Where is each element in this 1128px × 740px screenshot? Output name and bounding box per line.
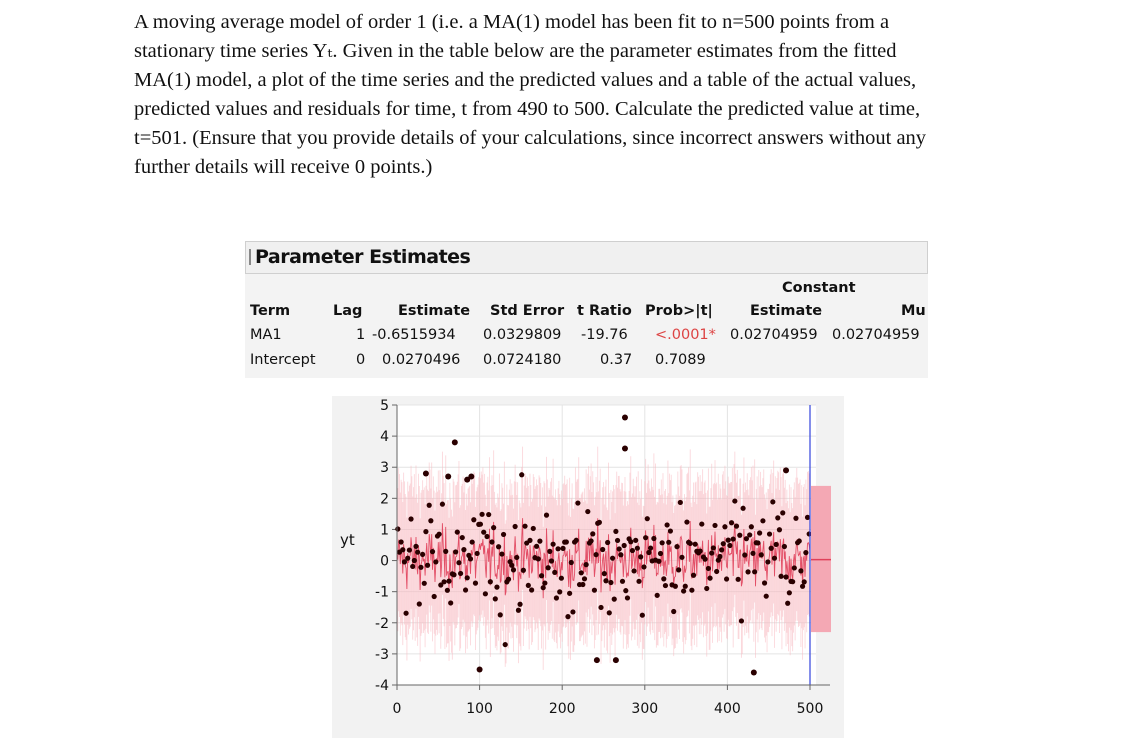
data-point xyxy=(432,594,437,599)
data-point xyxy=(488,579,493,584)
row-std-error: 0.0724180 xyxy=(483,352,562,368)
data-point xyxy=(802,579,807,584)
data-point xyxy=(575,500,580,505)
data-point xyxy=(661,576,666,581)
data-point xyxy=(486,512,491,517)
data-point xyxy=(519,472,524,477)
data-point xyxy=(714,569,719,574)
data-point xyxy=(783,574,788,579)
row-constant: 0.02704959 xyxy=(730,327,818,343)
x-tick-label: 200 xyxy=(548,701,576,717)
data-point xyxy=(681,588,686,593)
data-point xyxy=(807,531,812,536)
y-tick-label: 5 xyxy=(380,398,389,414)
data-point xyxy=(521,568,526,573)
x-tick-label: 500 xyxy=(796,701,824,717)
data-point xyxy=(636,579,641,584)
data-point xyxy=(751,670,757,676)
data-point xyxy=(479,512,484,517)
data-point xyxy=(605,540,610,545)
data-point xyxy=(408,516,413,521)
data-point xyxy=(511,567,516,572)
data-point xyxy=(559,576,564,581)
data-point xyxy=(622,446,628,452)
data-point xyxy=(452,439,458,445)
data-point xyxy=(702,557,707,562)
data-point xyxy=(554,595,559,600)
y-tick-label: 0 xyxy=(380,553,389,570)
y-tick-label: 3 xyxy=(380,460,389,477)
data-point xyxy=(724,576,729,581)
header-mu: Mu xyxy=(901,303,926,319)
data-point xyxy=(484,534,489,539)
x-tick-label: 400 xyxy=(714,701,741,717)
data-point xyxy=(461,547,466,552)
row-t-ratio: 0.37 xyxy=(600,352,633,368)
data-point xyxy=(787,590,792,595)
data-point xyxy=(446,579,451,584)
data-point xyxy=(418,565,423,570)
data-point xyxy=(443,549,448,554)
data-point xyxy=(628,539,633,544)
data-point xyxy=(584,562,589,567)
row-term: Intercept xyxy=(250,352,316,368)
time-series-plot xyxy=(332,396,844,738)
data-point xyxy=(600,547,605,552)
data-point xyxy=(790,579,795,584)
data-point xyxy=(739,618,744,623)
data-point xyxy=(747,532,752,537)
data-point xyxy=(622,414,628,420)
data-point xyxy=(427,503,432,508)
data-point xyxy=(671,609,676,614)
data-point xyxy=(643,535,648,540)
data-point xyxy=(471,517,476,522)
data-point xyxy=(684,519,689,524)
data-point xyxy=(633,538,638,543)
data-point xyxy=(770,499,775,504)
data-point xyxy=(493,596,498,601)
disclosure-icon[interactable] xyxy=(249,249,251,265)
data-point xyxy=(625,595,630,600)
parameter-estimates-panel xyxy=(245,241,928,379)
y-tick-label: 4 xyxy=(380,429,389,446)
data-point xyxy=(679,555,684,560)
data-point xyxy=(683,584,688,589)
data-point xyxy=(774,542,779,547)
data-point xyxy=(534,544,539,549)
data-point xyxy=(496,544,501,549)
data-point xyxy=(689,588,694,593)
data-point xyxy=(542,580,547,585)
data-point xyxy=(514,555,519,560)
data-point xyxy=(750,551,755,556)
data-point xyxy=(612,597,617,602)
data-point xyxy=(673,584,678,589)
data-point xyxy=(503,642,508,647)
header-t-ratio: t Ratio xyxy=(577,303,632,319)
data-point xyxy=(544,513,549,518)
data-point xyxy=(448,600,453,605)
data-point xyxy=(780,510,785,515)
data-point xyxy=(594,657,600,663)
data-point xyxy=(721,541,726,546)
data-point xyxy=(430,549,435,554)
data-point xyxy=(592,588,597,593)
data-point xyxy=(549,558,554,563)
data-point xyxy=(455,529,460,534)
header-lag: Lag xyxy=(333,303,363,319)
data-point xyxy=(793,516,798,521)
data-point xyxy=(726,538,731,543)
x-tick-label: 0 xyxy=(392,701,402,717)
y-axis-label: yt xyxy=(340,531,355,549)
data-point xyxy=(699,521,704,526)
data-point xyxy=(464,477,470,483)
y-tick-label: -4 xyxy=(375,678,389,694)
data-point xyxy=(589,538,594,543)
data-point xyxy=(473,581,478,586)
data-point xyxy=(593,552,598,557)
data-point xyxy=(610,556,615,561)
data-point xyxy=(622,543,627,548)
data-point xyxy=(531,526,536,531)
question-line: t=501. (Ensure that you provide details of your calculations, since incorrect answers without any xyxy=(134,127,927,149)
data-point xyxy=(706,566,711,571)
data-point xyxy=(613,657,619,663)
data-point xyxy=(403,611,408,616)
data-point xyxy=(765,559,770,564)
data-point xyxy=(767,531,772,536)
data-point xyxy=(527,538,532,543)
data-point xyxy=(433,559,438,564)
data-point xyxy=(655,593,660,598)
data-point xyxy=(707,576,712,581)
data-point xyxy=(400,547,405,552)
data-point xyxy=(582,576,587,581)
data-point xyxy=(772,556,777,561)
data-point xyxy=(615,538,620,543)
data-point xyxy=(551,542,556,547)
data-point xyxy=(458,571,463,576)
data-point xyxy=(468,556,473,561)
data-point xyxy=(676,567,681,572)
y-tick-label: 1 xyxy=(380,522,389,539)
data-point xyxy=(483,591,488,596)
data-point xyxy=(501,532,506,537)
row-lag: 1 xyxy=(356,327,366,343)
data-point xyxy=(425,563,430,568)
data-point xyxy=(762,580,767,585)
data-point xyxy=(630,548,635,553)
data-point xyxy=(460,535,465,540)
header-constant: Constant xyxy=(782,280,856,296)
question-line: predicted values and residuals for time, t from 490 to 500. Calculate the predicted value at time, xyxy=(134,98,921,120)
data-point xyxy=(617,546,622,551)
data-point xyxy=(623,588,628,593)
data-point xyxy=(607,610,612,615)
data-point xyxy=(539,573,544,578)
data-point xyxy=(613,529,618,534)
header-term: Term xyxy=(250,303,291,319)
question-line: A moving average model of order 1 (i.e. a MA(1) model has been fit to n=500 points from a xyxy=(134,11,890,33)
data-point xyxy=(631,568,636,573)
parameter-estimates-table xyxy=(245,274,928,378)
data-point xyxy=(719,547,724,552)
data-point xyxy=(805,515,810,520)
row-std-error: 0.0329809 xyxy=(483,327,562,343)
data-point xyxy=(456,560,461,565)
data-point xyxy=(489,539,494,544)
y-tick-label: -2 xyxy=(375,615,389,632)
data-point xyxy=(760,518,765,523)
data-point xyxy=(645,516,650,521)
data-point xyxy=(732,498,737,503)
data-point xyxy=(752,569,757,574)
data-point xyxy=(678,500,683,505)
header-prob: Prob>|t| xyxy=(645,303,713,319)
data-point xyxy=(736,577,741,582)
data-point xyxy=(451,572,456,577)
header-constant-estimate: Estimate xyxy=(750,303,823,319)
data-point xyxy=(666,540,671,545)
data-point xyxy=(777,527,782,532)
data-point xyxy=(541,585,546,590)
data-point xyxy=(399,539,404,544)
data-point xyxy=(590,531,595,536)
data-point xyxy=(658,551,663,556)
data-point xyxy=(737,533,742,538)
data-point xyxy=(783,467,789,473)
data-point xyxy=(565,614,570,619)
data-point xyxy=(648,545,653,550)
data-point xyxy=(506,577,511,582)
data-point xyxy=(764,594,769,599)
data-point xyxy=(585,509,590,514)
row-prob: 0.7089 xyxy=(655,352,706,368)
data-point xyxy=(481,530,486,535)
data-point xyxy=(440,502,445,507)
data-point xyxy=(415,550,420,555)
row-lag: 0 xyxy=(356,352,366,368)
panel-title: Parameter Estimates xyxy=(255,246,471,268)
data-point xyxy=(552,570,557,575)
data-point xyxy=(734,524,739,529)
data-point xyxy=(656,559,661,564)
data-point xyxy=(598,605,603,610)
data-point xyxy=(778,574,783,579)
data-point xyxy=(494,585,499,590)
data-point xyxy=(428,518,433,523)
data-point xyxy=(580,582,585,587)
data-point xyxy=(423,470,429,476)
time-series-chart xyxy=(332,396,844,738)
data-point xyxy=(602,571,607,576)
row-estimate: 0.0270496 xyxy=(382,352,461,368)
data-point xyxy=(463,587,468,592)
row-mu: 0.02704959 xyxy=(832,327,920,343)
data-point xyxy=(674,544,679,549)
data-point xyxy=(570,609,575,614)
data-point xyxy=(775,515,780,520)
data-point xyxy=(513,524,518,529)
data-point xyxy=(509,563,514,568)
data-point xyxy=(704,586,709,591)
data-point xyxy=(745,569,750,574)
data-point xyxy=(453,549,458,554)
data-point xyxy=(555,546,560,551)
data-point xyxy=(564,539,569,544)
data-point xyxy=(640,613,645,618)
data-point xyxy=(405,556,410,561)
question-line: further details will receive 0 points.) xyxy=(134,156,433,178)
data-point xyxy=(597,520,602,525)
data-point xyxy=(422,581,427,586)
y-tick-label: -1 xyxy=(375,584,389,601)
data-point xyxy=(445,588,450,593)
x-tick-label: 300 xyxy=(631,701,659,717)
data-point xyxy=(516,608,521,613)
data-point xyxy=(691,573,696,578)
data-point xyxy=(420,552,425,557)
data-point xyxy=(749,524,754,529)
data-point xyxy=(698,548,703,553)
y-tick-label: -3 xyxy=(375,646,389,663)
data-point xyxy=(668,528,673,533)
question-line: MA(1) model, a plot of the time series and the predicted values and a table of the actual values, xyxy=(134,69,917,91)
data-point xyxy=(792,565,797,570)
data-point xyxy=(693,542,698,547)
data-point xyxy=(757,530,762,535)
data-point xyxy=(711,545,716,550)
data-point xyxy=(529,587,534,592)
data-point xyxy=(499,551,504,556)
data-point xyxy=(638,554,643,559)
data-point xyxy=(491,525,496,530)
data-point xyxy=(526,583,531,588)
data-point xyxy=(717,554,722,559)
row-prob: <.0001* xyxy=(655,327,716,343)
data-point xyxy=(410,564,415,569)
data-point xyxy=(437,532,442,537)
data-point xyxy=(579,570,584,575)
data-point xyxy=(769,546,774,551)
data-point xyxy=(536,556,541,561)
data-point xyxy=(567,591,572,596)
header-std-error: Std Error xyxy=(490,303,565,319)
data-point xyxy=(441,579,446,584)
data-point xyxy=(557,589,562,594)
data-point xyxy=(475,551,480,556)
data-point xyxy=(546,565,551,570)
data-point xyxy=(413,544,418,549)
data-point xyxy=(537,539,542,544)
data-point xyxy=(603,578,608,583)
row-estimate: -0.6515934 xyxy=(372,327,456,343)
row-t-ratio: -19.76 xyxy=(581,327,628,343)
parameter-estimates-header[interactable] xyxy=(245,241,928,274)
data-point xyxy=(478,522,483,527)
data-point xyxy=(635,546,640,551)
data-point xyxy=(560,546,565,551)
data-point xyxy=(785,601,790,606)
x-tick-label: 100 xyxy=(466,701,493,717)
data-point xyxy=(731,536,736,541)
data-point xyxy=(569,560,574,565)
data-point xyxy=(740,506,745,511)
data-point xyxy=(620,579,625,584)
data-point xyxy=(665,522,670,527)
data-point xyxy=(465,575,470,580)
data-point xyxy=(470,539,475,544)
y-tick-label: 2 xyxy=(380,491,389,508)
data-point xyxy=(618,552,623,557)
data-point xyxy=(797,538,802,543)
data-point xyxy=(660,540,665,545)
data-point xyxy=(407,547,412,552)
data-point xyxy=(663,583,668,588)
data-point xyxy=(688,541,693,546)
data-point xyxy=(608,580,613,585)
data-point xyxy=(547,549,552,554)
data-point xyxy=(574,538,579,543)
question-text xyxy=(134,8,1054,182)
data-point xyxy=(445,474,451,480)
data-point xyxy=(722,524,727,529)
data-point xyxy=(417,601,422,606)
data-point xyxy=(729,520,734,525)
header-estimate: Estimate xyxy=(398,303,471,319)
data-point xyxy=(803,550,808,555)
row-term: MA1 xyxy=(250,327,282,343)
data-point xyxy=(498,612,503,617)
data-point xyxy=(782,544,787,549)
data-point xyxy=(646,550,651,555)
data-point xyxy=(395,526,400,531)
data-point xyxy=(709,550,714,555)
question-line: stationary time series Yₜ. Given in the table below are the parameter estimates from the fitted xyxy=(134,40,897,62)
data-point xyxy=(641,564,646,569)
data-point xyxy=(423,529,428,534)
data-point xyxy=(759,552,764,557)
data-point xyxy=(755,540,760,545)
data-point xyxy=(712,523,717,528)
data-point xyxy=(412,558,417,563)
data-point xyxy=(727,543,732,548)
data-point xyxy=(798,568,803,573)
data-point xyxy=(651,536,656,541)
data-point xyxy=(742,552,747,557)
data-point xyxy=(517,602,522,607)
data-point xyxy=(477,666,483,672)
data-point xyxy=(522,524,527,529)
